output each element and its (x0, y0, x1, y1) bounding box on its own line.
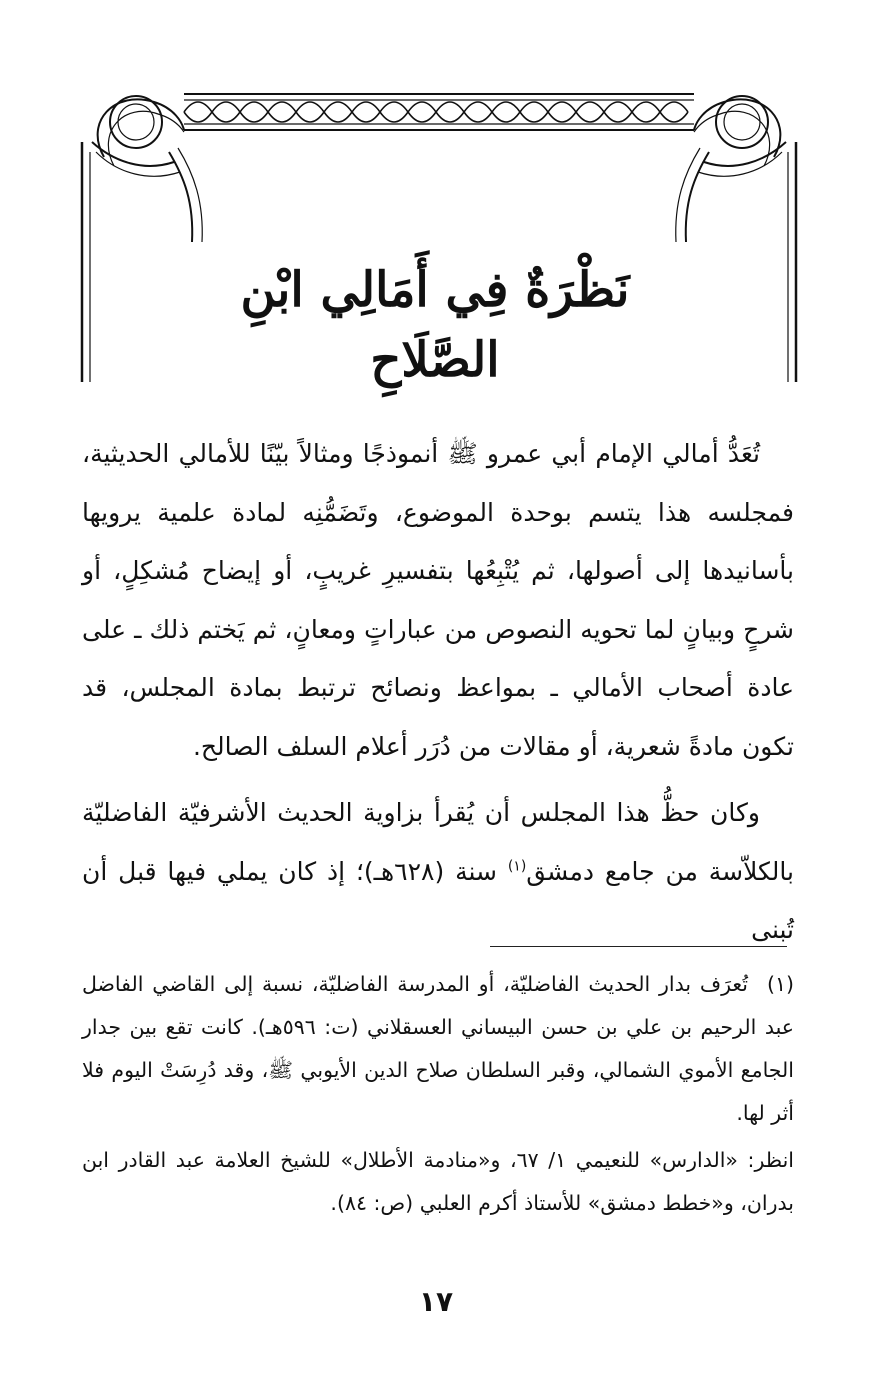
paragraph-2-end: سنة (٦٢٨هـ)؛ إذ كان يملي فيها قبل أن تُبنى (82, 856, 794, 944)
footnote-sources: انظر: «الدارس» للنعيمي ١/ ٦٧، و«منادمة الأطلال» للشيخ العلامة عبد القادر ابن بدران، و«خطط دمشق» للأستاذ أكرم العلبي (ص: ٨٤). (82, 1148, 794, 1215)
footnote-text: تُعرَف بدار الحديث الفاضليّة، أو المدرسة الفاضليّة، نسبة إلى القاضي الفاضل عبد الرحيم بن علي بن حسن البيساني العسقلاني (ت: ٥٩٦هـ). كانت تقع بين جدار الجامع الأموي الشمالي، وقبر السلطان صلاح الدين الأيوبي ﷺ، وقد دُرِسَتْ اليوم فلا أثر لها. (82, 972, 795, 1125)
footnote-number: (١) (766, 972, 794, 996)
footnote-separator (490, 946, 787, 947)
chapter-title: نَظْرَةٌ فِي أَمَالِي ابْنِ الصَّلَاحِ (240, 262, 630, 388)
main-text (82, 425, 794, 960)
paragraph-1: تُعَدُّ أمالي الإمام أبي عمرو ﷺ أنموذجًا ومثالاً بيّنًا للأمالي الحديثية، فمجلسه هذا يتسم بوحدة الموضوع، وتَضَمُّنِه لمادة علمية يرويها بأسانيدها إلى أصولها، ثم يُتْبِعُها بتفسيرِ غريبٍ، أو إيضاح مُشكِلٍ، أو شرحٍ وبيانٍ لما تحويه النصوص من عباراتٍ ومعانٍ، ثم يَختم ذلك ـ على عادة أصحاب الأمالي ـ بمواعظ ونصائح ترتبط بمادة المجلس، قد تكون مادةً شعرية، أو مقالات من دُرَر أعلام السلف الصالح. (82, 439, 794, 761)
footnote-reference[interactable]: (١) (507, 858, 527, 875)
page-number: ١٧ (418, 1285, 454, 1318)
paragraph-2 (82, 784, 794, 960)
footnote-1 (82, 963, 794, 1135)
footnotes (82, 963, 794, 1225)
paragraph-2-start: وكان حظُّ هذا المجلس أن يُقرأ بزاوية الحديث الأشرفيّة الفاضليّة بالكلاّسة من جامع دمشق (82, 798, 794, 886)
